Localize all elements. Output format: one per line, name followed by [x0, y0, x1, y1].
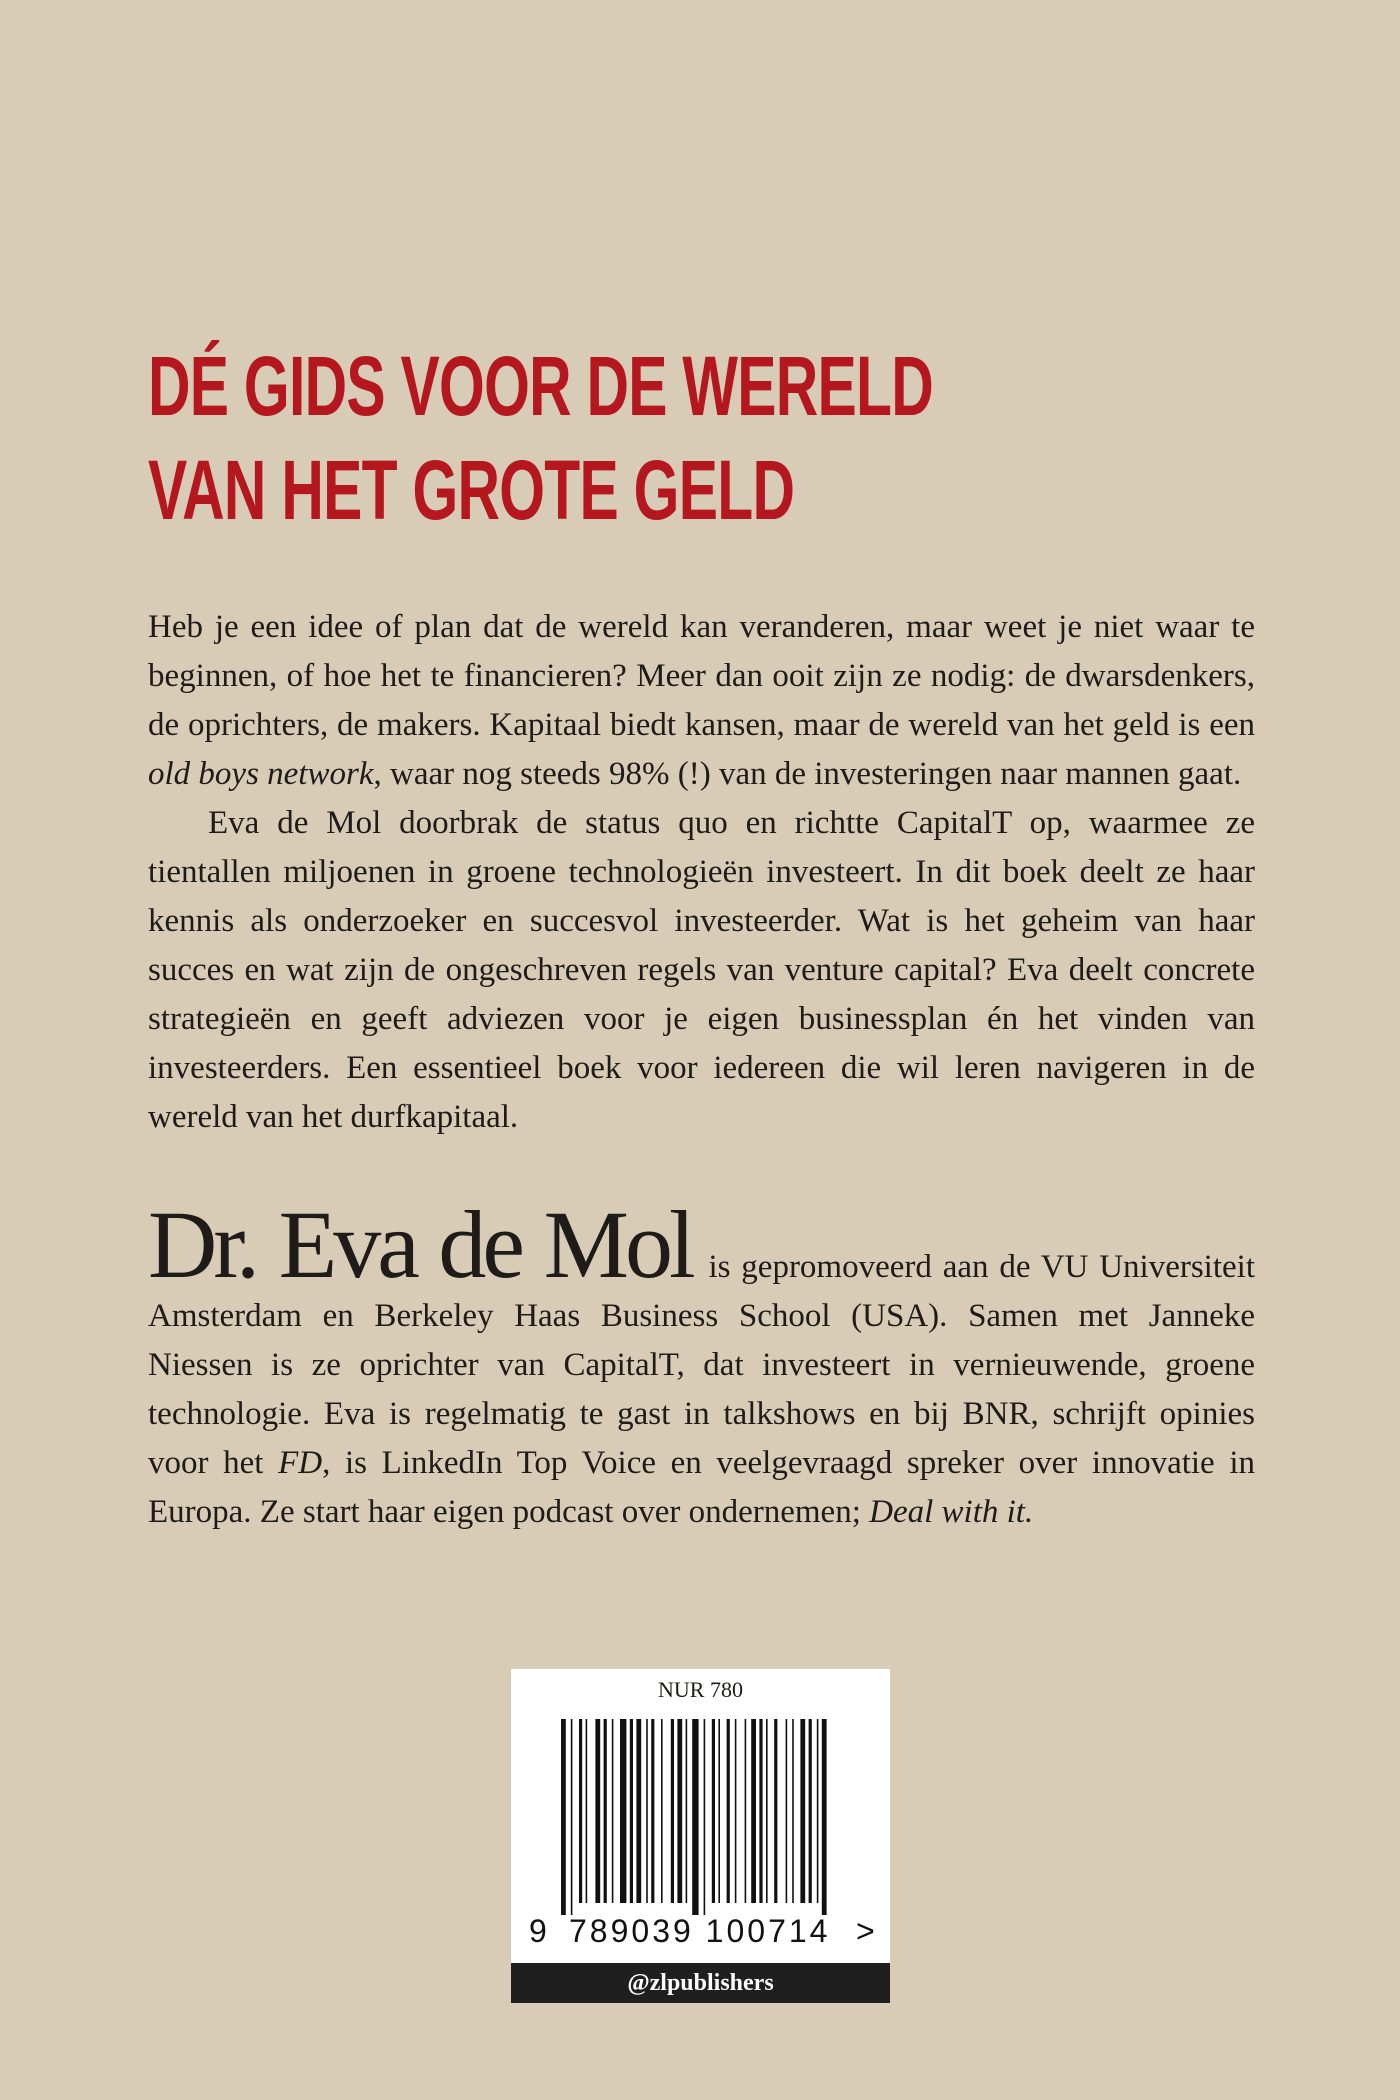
author-name: Dr. Eva de Mol [148, 1191, 692, 1298]
bio-text: , is LinkedIn Top Voice en veelgevraagd spreker over innovatie in Europa. Ze start haar eigen podcast over ondernemen; [148, 1445, 1255, 1530]
isbn-arrow: > [856, 1913, 875, 1949]
barcode-bar [792, 1719, 794, 1903]
barcode-bar [735, 1719, 737, 1903]
barcode-bar [677, 1719, 682, 1903]
barcode-bar [604, 1719, 607, 1903]
author-bio [148, 1191, 1255, 1537]
barcode-bar [817, 1719, 819, 1903]
barcode-bar [718, 1719, 720, 1903]
blurb-paragraph-1 [148, 603, 1255, 799]
barcode-bar [612, 1719, 614, 1903]
blurb-emphasis: old boys network [148, 756, 374, 792]
barcode-bar [646, 1719, 648, 1903]
barcode-bar [579, 1719, 582, 1903]
blurb-text: , waar nog steeds 98% (!) van de investeringen naar mannen gaat. [373, 756, 1242, 792]
bio-emphasis: FD [278, 1445, 323, 1481]
barcode-bar [809, 1719, 812, 1903]
nur-code: NUR 780 [658, 1677, 743, 1702]
barcode-bar [712, 1719, 715, 1903]
barcode-bar [586, 1719, 588, 1903]
headline-line-1: DÉ GIDS VOOR DE WERELD [148, 339, 934, 433]
barcode-bar [561, 1719, 566, 1915]
barcode-bar [800, 1719, 805, 1903]
barcode-bar [704, 1719, 706, 1915]
barcode-bar [766, 1719, 768, 1903]
headline-line-2: VAN HET GROTE GELD [148, 443, 795, 537]
barcode-bar [751, 1719, 756, 1903]
barcode-bar [686, 1719, 688, 1903]
barcode-bar [636, 1719, 641, 1903]
barcode-bar [571, 1719, 573, 1915]
barcode-bar [759, 1719, 762, 1903]
barcode-bar [786, 1719, 788, 1903]
barcode-bar [692, 1719, 698, 1915]
isbn-first-digit: 9 [529, 1913, 547, 1949]
barcode-bar [620, 1719, 626, 1903]
blurb-text: Heb je een idee of plan dat de wereld kan veranderen, maar weet je niet waar te beginnen, of hoe het te financieren? Meer dan ooit zijn ze nodig: de dwarsdenkers, de oprichters, de makers. Kapitaal biedt kansen, maar de wereld van het geld is een [148, 609, 1255, 743]
barcode-bar [595, 1719, 600, 1903]
publisher-handle: @zlpublishers [511, 1963, 890, 2003]
barcode-bar [727, 1719, 730, 1903]
barcode-bar [774, 1719, 777, 1903]
barcode-bar [745, 1719, 747, 1903]
barcode-bar [671, 1719, 674, 1903]
blurb [148, 603, 1255, 1142]
barcode-bar [822, 1719, 827, 1915]
bio-text: is gepromoveerd aan de VU Universiteit Amsterdam en Berkeley Haas Business School (USA). Samen met Janneke Niessen is ze oprichter van CapitalT, dat investeert in vernieuwende, groene technologie. Eva is regelmatig te gast in talkshows en bij BNR, schrijft opinies voor het [148, 1249, 1255, 1481]
bio-emphasis: Deal with it. [869, 1494, 1034, 1530]
headline [148, 339, 1248, 552]
isbn-digits: 789039 100714 [569, 1913, 831, 1949]
blurb-paragraph-2: Eva de Mol doorbrak de status quo en richtte CapitalT op, waarmee ze tientallen miljoenen in groene technologieën investeert. In dit boek deelt ze haar kennis als onderzoeker en succesvol investeerder. Wat is het geheim van haar succes en wat zijn de ongeschreven regels van venture capital? Eva deelt concrete strategieën en geeft adviezen voor je eigen businessplan én het vinden van investeerders. Een essentieel boek voor iedereen die wil leren navigeren in de wereld van het durfkapitaal. [148, 805, 1255, 1135]
isbn-number [511, 1913, 890, 1947]
barcode-label [511, 1669, 890, 2003]
barcode-bar [630, 1719, 633, 1903]
barcode-icon [561, 1719, 851, 1915]
barcode-bar [651, 1719, 654, 1903]
barcode-bar [661, 1719, 663, 1903]
